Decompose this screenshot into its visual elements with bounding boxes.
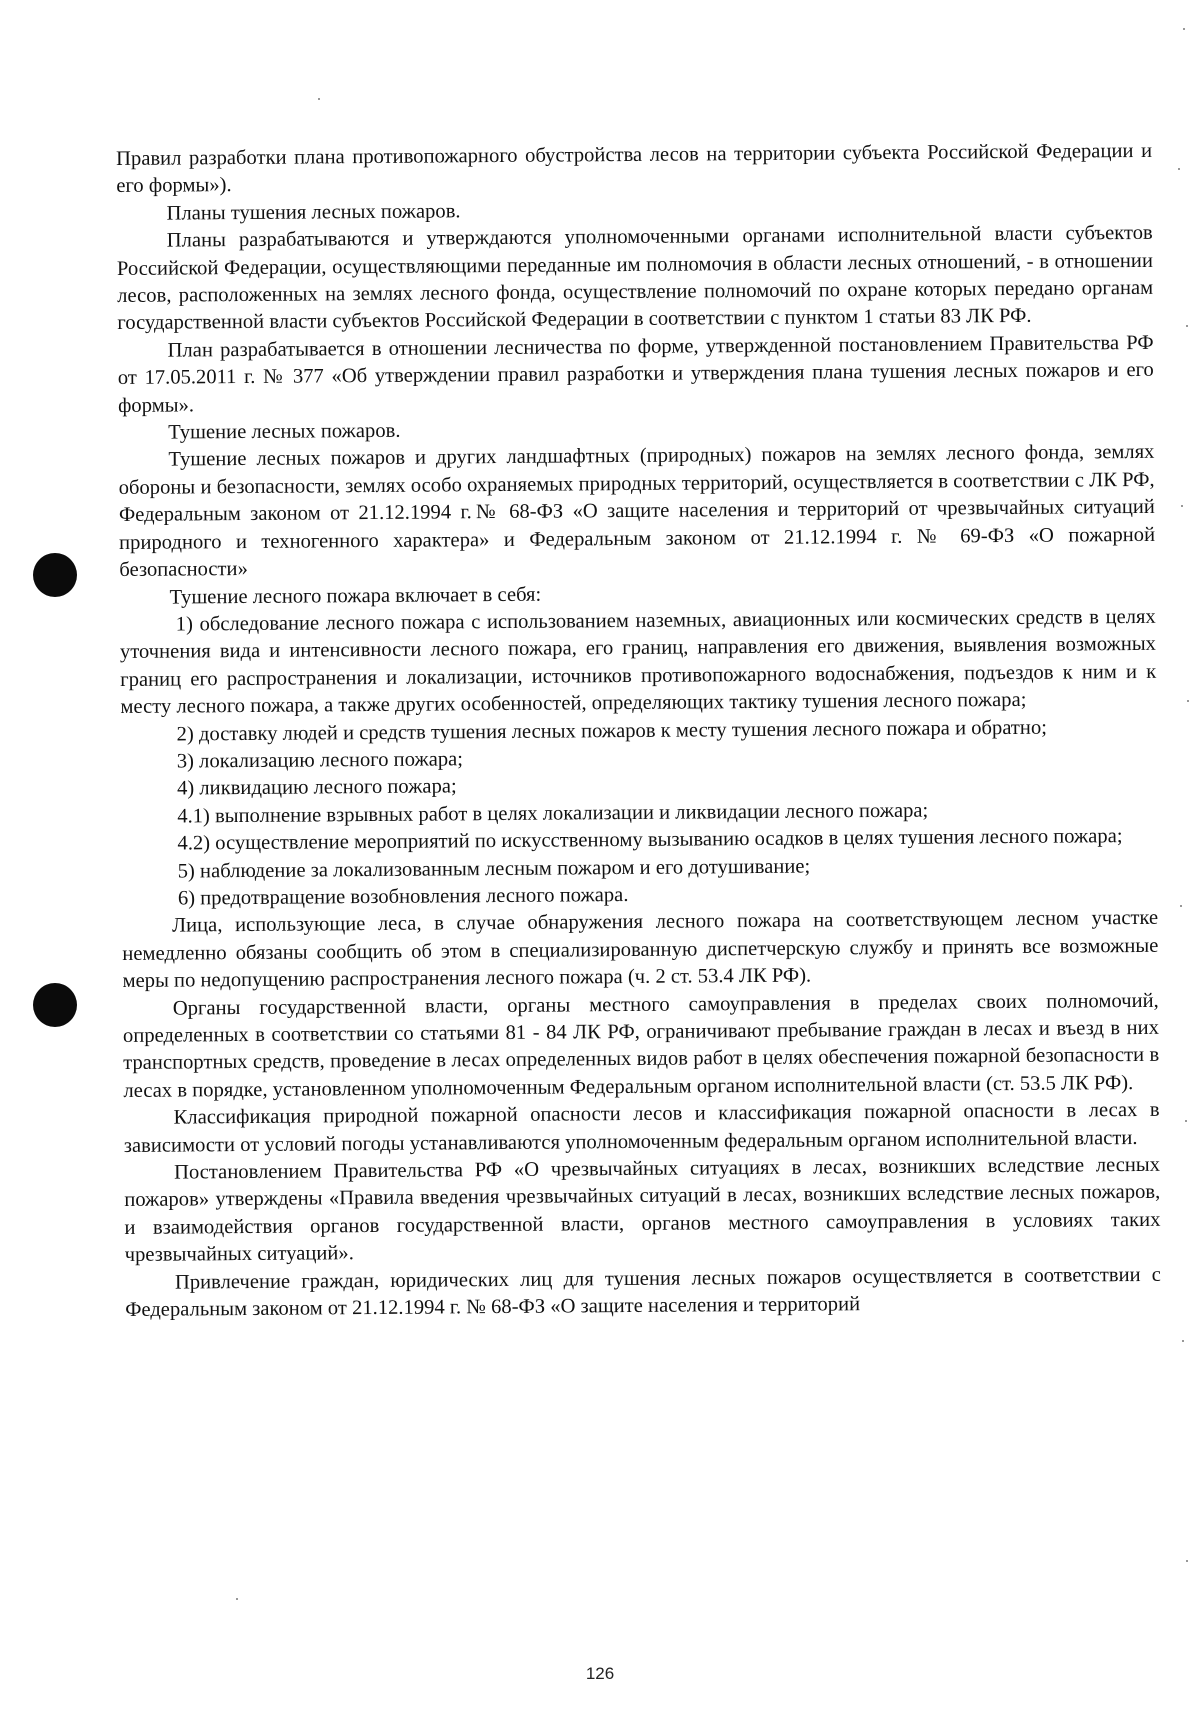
document-body	[116, 138, 1161, 1325]
scan-speck	[1183, 28, 1185, 30]
scan-speck	[1186, 325, 1188, 327]
scan-speck	[1187, 700, 1189, 702]
list-item: 4) ликвидацию лесного пожара;	[176, 775, 457, 800]
paragraph: Привлечение граждан, юридических лиц для тушения лесных пожаров осуществляется в соответствии с Федеральным законом от 21.12.1994 г. № 68-ФЗ «О защите населения и территорий	[125, 1263, 1161, 1322]
scan-speck	[1180, 905, 1182, 907]
punch-hole-top	[33, 553, 77, 597]
list-item: 1) обследование лесного пожара с использованием наземных, авиационных или космических средств в целях уточнения вида и интенсивности лесного пожара, его границ, направления его движения, выявления возможных границ его распространения и локализации, источников противопожарного водоснабжения, подъездов к ним и к месту лесного пожара, а также других особенностей, определяющих тактику тушения лесного пожара;	[119, 605, 1157, 719]
paragraph: Планы разрабатываются и утверждаются уполномоченными органами исполнительной власти субъектов Российской Федерации, осуществляющими переданные им полномочия в области лесных отношений, - в отношении лесов, расположенных на землях лесного фонда, осуществление полномочий по охране которых передано органам государственной власти субъектов Российской Федерации в соответствии с пунктом 1 статьи 83 ЛК РФ.	[116, 222, 1154, 335]
scan-speck	[1185, 1120, 1187, 1122]
scan-speck	[1186, 1560, 1188, 1562]
paragraph: Тушение лесного пожара включает в себя:	[169, 583, 542, 609]
list-item: 6) предотвращение возобновления лесного пожара.	[177, 883, 629, 910]
section-heading-extinguishing: Тушение лесных пожаров.	[168, 419, 401, 444]
paragraph: Органы государственной власти, органы местного самоуправления в пределах своих полномочий, определенных в соответствии со статьями 81 - 84 ЛК РФ, ограничивают пребывание граждан в лесах и въезд в них транспортных средств, проведение в лесах определенных видов работ в целях обеспечения пожарной безопасности в лесах в порядке, установленном уполномоченным Федеральным органом исполнительной власти (ст. 53.5 ЛК РФ).	[122, 989, 1160, 1102]
scan-speck	[318, 98, 320, 100]
scan-speck	[1178, 168, 1180, 170]
paragraph: Постановлением Правительства РФ «О чрезвычайных ситуациях в лесах, возникших вследствие лесных пожаров» утверждены «Правила введения чрезвычайных ситуаций в лесах, возникших вследствие лесных пожаров, и взаимодействия органов государственной власти, органов местного самоуправления в условиях таких чрезвычайных ситуаций».	[124, 1153, 1161, 1267]
list-item: 3) локализацию лесного пожара;	[176, 748, 464, 773]
punch-hole-bottom	[33, 983, 77, 1027]
list-item: 5) наблюдение за локализованным лесным пожаром и его дотушивание;	[177, 855, 811, 883]
scan-speck	[1181, 505, 1183, 507]
list-item: 4.1) выполнение взрывных работ в целях локализации и ликвидации лесного пожара;	[177, 799, 929, 828]
section-heading-plans: Планы тушения лесных пожаров.	[166, 200, 461, 225]
scan-speck	[1182, 1340, 1184, 1342]
paragraph: Тушение лесных пожаров и других ландшафтных (природных) пожаров на землях лесного фонда, землях обороны и безопасности, землях особо охраняемых природных территорий, осуществляется в соответствии с ЛК РФ, Федеральным законом от 21.12.1994 г.№ 68-ФЗ «О защите населения и территорий от чрезвычайных ситуаций природного и техногенного характера» и Федеральным законом от 21.12.1994 г. № 69-ФЗ «О пожарной безопасности»	[118, 441, 1156, 582]
page-number: 126	[585, 1664, 615, 1683]
paragraph: Правил разработки плана противопожарного обустройства лесов на территории субъекта Российской Федерации и его формы»).	[116, 139, 1153, 198]
list-item: 4.2) осуществление мероприятий по искусственному вызыванию осадков в целях тушения лесного пожара;	[177, 825, 1123, 855]
list-item: 2) доставку людей и средств тушения лесных пожаров к месту тушения лесного пожара и обратно;	[176, 716, 1048, 746]
paragraph: План разрабатывается в отношении лесничества по форме, утвержденной постановлением Правительства РФ от 17.05.2011 г. № 377 «Об утверждении правил разработки и утверждения плана тушения лесных пожаров и его формы».	[117, 331, 1154, 417]
paragraph: Лица, использующие леса, в случае обнаружения лесного пожара на соответствующем лесном участке немедленно обязаны сообщить об этом в специализированную диспетчерскую службу и принять все возможные меры по недопущению распространения лесного пожара (ч. 2 ст. 53.4 ЛК РФ).	[122, 907, 1159, 993]
scan-speck	[236, 1598, 238, 1600]
paragraph: Классификация природной пожарной опасности лесов и классификация пожарной опасности в лесах в зависимости от условий погоды устанавливаются уполномоченным федеральным органом исполнительной власти.	[123, 1099, 1160, 1157]
